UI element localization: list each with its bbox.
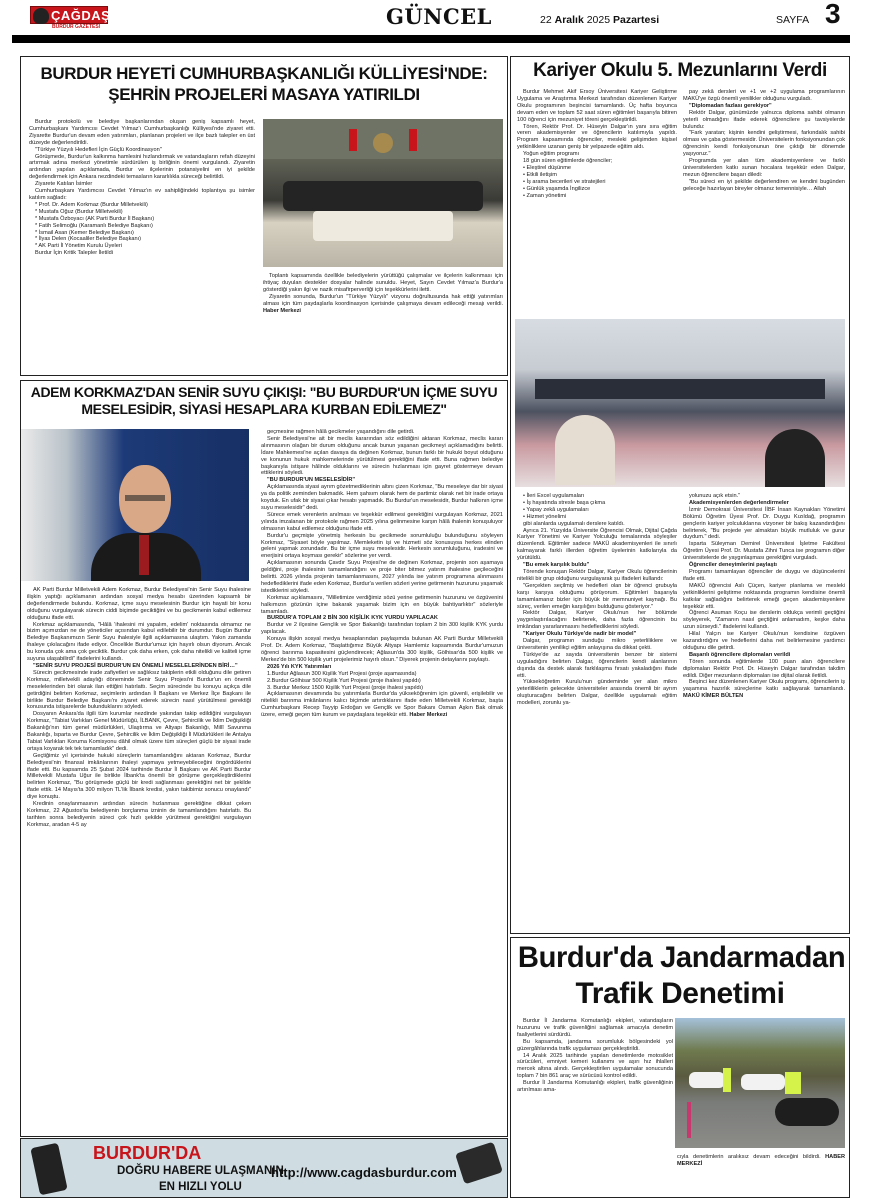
page-label: SAYFA xyxy=(776,14,810,26)
article-paragraph: Toplantı kapsamında özellikle belediyelerin yürüttüğü çalışmalar ve ilçelerin kalkınması için ihtiyaç duyulan destekler dosyalar halinde sunuldu. Heyet, Sayın Cevdet Yılmaz'a Burdur'a gösterdiği yakın ilgi ve nazik misafirperverliği için teşekkürlerini iletti. xyxy=(263,273,503,293)
article-paragraph: • Eleştirel düşünme xyxy=(523,164,571,171)
section-title: GÜNCEL xyxy=(386,4,492,29)
article-paragraph: Öğrenci Asuman Koçu ise derslerin oldukça verimli geçtiğini söyleyerek, "Zamanın nasıl geçtiğini anlamadım, keşke daha uzun sürseydi." ifadelerini kullandı. xyxy=(683,610,845,631)
article-subheading: BURDUR'A TOPLAM 2 BİN 300 KİŞİLİK KYK YURDU YAPILACAK xyxy=(267,615,438,622)
article-paragraph: "Gerçekten seçilmiş ve hedefleri olan bir öğrenci grubuyla karşı karşıya olduğumu görüyorum. Eğitimleri başarıyla tamamlamanız bizler için büyük bir memnuniyet kaynağı. Bu süreç, verilen emeğin karşılığını bulduğunu gösteriyor." xyxy=(517,582,677,610)
article-subheading: "Kariyer Okulu Türkiye'de nadir bir model" xyxy=(523,631,637,638)
article-paragraph: Ziyarete Katılan İsimler xyxy=(35,181,93,188)
article-byline: HABER MERKEZİ xyxy=(677,1154,845,1167)
article-paragraph: yolunuzu açık etsin." xyxy=(689,493,741,499)
ad-headline: BURDUR'DA xyxy=(93,1143,202,1163)
article-paragraph: Bu kapsamda, jandarma sorumluluk bölgesindeki yol güzergâhlarında trafik uygulaması gerçekleştirildi. xyxy=(517,1038,673,1052)
article-jandarma xyxy=(510,937,850,1198)
article-paragraph: "Türkiye Yüzyılı Hedefleri İçin Güçlü Koordinasyon" xyxy=(35,146,162,153)
article-headline xyxy=(25,65,503,104)
article-paragraph: İzmir Demokrasi Üniversitesi İİBF İnsan Kaynakları Yönetimi Bölümü Öğretim Üyesi Prof. Dr. Duygu Kızıldağ, programın gençlerin kariyer yolculuklarına vizyoner bir bakış kazandırdığını belirterek, "Bu projede yer almaktan büyük mutluluk ve gurur duydum." dedi. xyxy=(683,506,845,541)
tablet-icon xyxy=(455,1142,503,1185)
article-paragraph: Dosyanın Ankara'da ilgili tüm kurumlar nezdinde yakından takip edildiğini vurgulayan Korkmaz, "Tabiat Varlıkları Genel Müdürlüğü, İLBANK, Çevre, Şehircilik ve İklim Değişikliği Bakanlığı'nın tüm genel müdürlükleri, Ulaştırma ve Altyapı Bakanlığı, Millî Savunma Bakanlığı, Isparta ve Burdur Çevre, Şehircilik ve İklim Değişikliği İl Müdürlükleri ile Antalya Tabiat Varlıkları Koruma Komisyonu dâhil olmak üzere tüm süreçleri güçlü bir siyasi irade ortaya koyarak tek tek tamamladık" dedi. xyxy=(27,711,251,752)
article-subheading: "Bu emek karşılık buldu" xyxy=(523,562,590,569)
article-paragraph: "Fark yaratan; kişinin kendini geliştirmesi, farkındalık sahibi olması ve çaba göstermesidir. Üniversitelerin fonksiyonundan çok öğrencinin kendi fonksiyonunun öne çıktığı bir dönemde yaşıyoruz." xyxy=(683,130,845,158)
article-paragraph: • Etkili iletişim xyxy=(523,171,557,178)
article-paragraph: Burdur ve 2 ilçesine Gençlik ve Spor Bakanlığı tarafından toplam 2 bin 300 kişilik KYK yurdu yapılacak. xyxy=(261,622,503,636)
article-subheading: 2026 Yılı KYK Yatırımları xyxy=(267,663,332,670)
article-subheading: Akademisyenlerden değerlendirmeler xyxy=(689,499,789,506)
article-headline xyxy=(25,385,503,418)
article-paragraph: Geçtiğimiz yıl içerisinde hukuki süreçlerin tamamlandığını aktaran Korkmaz, Burdur Belediyesi'nin finansal imkânlarının ihaleyi yapmaya yetmeyebileceğini öngördüklerini ifade etti. Bu kapsamda 25 Şubat 2024 tarihinde Burdur İl Başkanı ve AK Parti Burdur Milletvekili Mustafa Uğur ile birlikte İlbank'ta önemli bir görüşme gerçekleştirdiklerini belirten Korkmaz, "Bu görüşmede güçlü bir kredi sağlanması gerektiğini net bir şekilde ifade ettik. 14 Mayıs'ta 300 milyon TL'lik İlbank kredisi, yakın takibimiz sonucu onaylandı" diye konuştu. xyxy=(27,752,251,801)
article-paragraph: * İlyas Delen (Kocaaliler Belediye Başkanı) xyxy=(35,236,142,243)
article-paragraph: Konuya ilişkin sosyal medya hesaplarından paylaşımda bulunan AK Parti Burdur Milletvekili Prof. Dr. Adem Korkmaz, "Başlattığımız Büyük Altyapı Hamlemiz kapsamında Burdur'umuzun öğrenci barınma kapasitesini güçlendirecek; Ağlasun'da 300 kişilik, Gölhisar'da 500 kişilik ve Merkez'de bin 500 kişilik yurt projelerimiz hayırlı olsun." Diyerek projenin detaylarını paylaştı. xyxy=(261,636,503,663)
article-paragraph: AK Parti Burdur Milletvekili Adem Korkmaz, Burdur Belediyesi'nin Senir Suyu ihalesine ilişkin yaptığı açıklamanın ardından sosyal medya hesabı üzerinden kapsamlı bir değerlendirmede bulundu. Korkmaz, içme suyu meselesinin Burdur için hayati bir konu olduğunu vurgulayarak sürecin ciddi biçimde geciktiğini ve bu gecikmenin kabul edilemez olduğunu ifade etti. xyxy=(27,587,251,621)
article-paragraph: * Fatih Selimoğlu (Karamanlı Belediye Başkanı) xyxy=(35,222,153,229)
meeting-photo xyxy=(263,119,503,267)
article-paragraph: Yükseköğretim Kurulu'nun gündeminde yer alan mikro yeterliliklerin gelecekte üniversiteler arasında önemli bir ayrım oluşturacağını belirten Dalgar, özellikle uygulamalı eğitim modelleri, zorunlu ya- xyxy=(517,679,677,707)
article-paragraph: Görüşmede, Burdur'un kalkınma hamlesini hızlandırmak ve vatandaşların refah düzeyini artırmak adına merkezi yönetimle sürdürülen iş birliğinin önemi vurgulandı. Ziyaretin ardından yapılan açıklamada, Burdur ve ilçelerinin potansiyelini en iyi şekilde değerlendirmek için Ankara nezdindeki temasların kararlılıkla süreceği belirtildi. xyxy=(29,153,255,181)
article-byline: Haber Merkezi xyxy=(407,712,448,719)
date-month: Aralık xyxy=(554,14,584,26)
headline-line: Trafik Denetimi xyxy=(575,977,785,1010)
issue-date xyxy=(540,14,659,26)
article-paragraph: Sürece emek verenlerin anılması ve teşekkür edilmesi gerektiğini vurgulayan Korkmaz, 2021 yılında imzalanan bir protokole rağmen 2025 yılına gelinmesine karşın hâlâ ihalenin konuşuluyor olmasının kabul edilemez olduğunu ifade etti. xyxy=(261,511,503,532)
article-paragraph: * İsmail Asan (Kemer Belediye Başkanı) xyxy=(35,229,134,236)
article-paragraph: Korkmaz açıklamasını, "Milletimize verdiğimiz sözü yerine getirmenin huzurunu ve özgüvenini halkımızın gözünün içine bakarak yaşamak bizim için en büyük bahtiyarlıktır" sözleriyle tamamladı. xyxy=(261,594,503,615)
article-paragraph: gibi alanlarda uygulamalı derslere katıldı. xyxy=(523,520,625,527)
article-paragraph: 18 gün süren eğitimlerde öğrenciler; xyxy=(523,158,613,165)
article-subheading: Başarılı öğrencilere diplomaları verildi xyxy=(689,651,791,658)
article-paragraph: 1.Burdur Ağlasun 300 Kişilik Yurt Projesi (proje aşamasında) xyxy=(267,670,417,677)
article-paragraph: MAKÜ öğrencisi Aslı Çüçen, kariyer planlama ve mesleki yetkinliklerini geliştirme noktasında programın kendisine önemli katkılar sağladığını belirterek emeği geçen akademisyenlere teşekkür etti. xyxy=(683,582,845,610)
article-paragraph: Tören, Rektör Prof. Dr. Hüseyin Dalgar'ın yanı sıra eğitim veren akademisyenler ve öğrencilerin katılımıyla yapıldı. Program kapsamında öğrenciler, mesleki gelişimden kişisel yetkinliklere uzanan geniş bir yelpazede eğitim aldı. xyxy=(517,123,677,151)
newspaper-logo xyxy=(30,6,111,32)
article-paragraph: pay zekâ dersleri ve +1 ve +2 uygulama programlarının MAKÜ'ye özgü önemli yenilikler olduğunu vurguladı. xyxy=(683,89,845,102)
article-paragraph: Beşinci kez düzenlenen Kariyer Okulu programı, öğrencilerin iş yaşamına hazırlık süreçlerine katkı sağlayarak tamamlandı. MAKÜ KİMER BÜLTEN xyxy=(683,679,845,700)
article-body-col2-bottom xyxy=(683,493,845,700)
article-cumhurbaskanligi xyxy=(20,56,508,376)
headline-line: Burdur'da Jandarmadan xyxy=(517,941,846,974)
article-paragraph: Açıklamasının devamında bu yatırımlarla Burdur'da yükseköğrenim için güvenli, erişilebilir ve nitelikli barınma imkânlarını kalıcı biçimde artırdıklarını ifade eden Milletvekili Korkmaz, başta Cumhurbaşkanı Recep Tayyip Erdoğan ve Gençlik ve Spor Bakanı Osman Aşkın Bak olmak üzere, emeği geçen tüm kurum ve paydaşlara teşekkür etti. Haber Merkezi xyxy=(261,691,503,719)
article-paragraph: Senir Belediyesi'ne ait bir meclis kararından söz edildiğini aktaran Korkmaz, meclis kararı alınmasının olağan bir durum olduğunu ancak bunun yaşanan gecikmeyi açıklamadığını belirtti. İdare Mahkemesi'ne açılan davaya da değinen Korkmaz, bunun farklı bir hukuki boyut olduğunu ve konunun hukuk mahkemelerinde yürütülmesi gerektiğini ifade etti. Buna rağmen belediye başkanıyla istişare hâlinde olduklarını ve sürecin hızlanması için gayret göstermeye devam ettiklerini söyledi. xyxy=(261,435,503,477)
masthead-divider xyxy=(12,35,850,43)
article-paragraph: Açıklamasının sonunda Çavdır Suyu Projesi'ne de değinen Korkmaz, projenin son aşamaya geldiğini, proje ihalesinin tamamlandığını ve proje biter bitmez yatırım ihalesine geçileceğini belirtti. 2026 yılında projenin tamamlanmasını, 2027 yılında ise yatırım programına alınmasını hedeflediklerini ifade eden Korkmaz, Burdur'a verilen sözleri yerine getirmenin huzurunu yaşamak istediklerini söyledi. xyxy=(261,560,503,594)
article-paragraph: Tören sonunda eğitimlerde 100 puan alan öğrencilere diplomaları Rektör Prof. Dr. Hüseyin Dalgar tarafından takdim edildi. Diğer mezunların diplomaları ise dijital olarak iletildi. xyxy=(683,658,845,679)
article-paragraph: Yoğun eğitim programı xyxy=(523,151,580,158)
article-paragraph: Türkiye'de az sayıda üniversitenin benzer bir sistemi uyguladığını belirten Dalgar, öğrencilerin kendi alanlarının dışında da destek alarak farklılaşma fırsatı yakaladığını ifade etti. xyxy=(517,651,677,679)
article-paragraph: Korkmaz açıklamasında, "Hâlâ 'ihalesini mi yapalım, edelim' noktasında olmamız ne bizim açımızdan ne de yöneticiler açısından kabul edilebilir bir durumdur. Bugün Burdur Belediye Başkanımızın Senir Suyu ihalesiyle ilgili açıklamasına ulaştım. Yakın zamanda ihaleye çıkılacağını ifade ediyor. Öncelikle Burdur'umuz için hayırlı olsun diyorum. Ancak bu konuda çok ama çok geciktik. Burdur çok daha erken, çok daha nitelikli ve kaliteli içme suyuna ulaşabilirdi" ifadelerini kullandı. xyxy=(27,621,251,663)
article-body-right xyxy=(261,429,503,719)
traffic-checkpoint-photo xyxy=(675,1018,845,1148)
article-body-col1-bottom xyxy=(517,493,677,707)
article-paragraph: Burdur İl Jandarma Komutanlığı ekipleri, vatandaşların huzurunu ve trafik güvenliğini sağlamak amacıyla denetim faaliyetlerini sürdürdü. xyxy=(517,1018,673,1038)
article-tail-text: cıyla denetimlerin aralıksız devam edeceğini bildirdi. xyxy=(677,1154,821,1160)
article-paragraph: • Yapay zekâ uygulamaları xyxy=(523,506,589,513)
article-paragraph: Törende konuşan Rektör Dalgar, Kariyer Okulu öğrencilerinin nitelikli bir grup olduğunu vurgulayarak şu ifadeleri kullandı: xyxy=(517,568,677,582)
date-weekday: Pazartesi xyxy=(613,14,660,26)
article-paragraph: Hilal Yalçın ise Kariyer Okulu'nun kendisine özgüven kazandırdığını ve hedeflerini daha net belirlemesine yardımcı olduğunu dile getirdi. xyxy=(683,631,845,651)
article-paragraph: Ayrıca 21. Yüzyılda Üniversite Öğrencisi Olmak, Dijital Çağda Kariyer Yönetimi ve Kariyer Yolculuğu temalarında söyleşiler düzenlendi. Eğitimler sadece MAKÜ akademisyenleri ile sınırlı kalmayarak farklı illerden öğretim üyelerinin katkılarıyla da yürütüldü. xyxy=(517,527,677,562)
article-senir-suyu xyxy=(20,380,508,1137)
article-paragraph: * Prof. Dr. Adem Korkmaz (Burdur Milletvekili) xyxy=(35,201,148,208)
article-paragraph: 2.Burdur Gölhisar 500 Kişilik Yurt Projesi (proje ihalesi yapıldı) xyxy=(267,677,421,684)
article-paragraph: Rektör Dalgar, günümüzde yalnızca diploma sahibi olmanın yeterli olmadığını ifade ederek öğrencilere şu tavsiyelerde bulundu: xyxy=(683,109,845,130)
article-paragraph: Açıklamasında siyasi ayrım gözetmediklerinin altını çizen Korkmaz, "Bu meseleye dar bir siyasi ya da politik zeminden bakmadık. Hem şahsım olarak hem de partimiz olarak net bir irade ortaya koyduk. En ufak bir siyasi çıkar hesabı yapmadık. Bu Burdur'un meselesidir, Burdur halkının içme suyu meselesidir" dedi. xyxy=(261,484,503,511)
article-paragraph: Cumhurbaşkanı Yardımcısı Cevdet Yılmaz'ın ev sahipliğindeki toplantıya şu isimler katılım sağladı: xyxy=(29,188,255,201)
article-body-left xyxy=(27,587,251,829)
article-paragraph: * Mustafa Oğuz (Burdur Milletvekili) xyxy=(35,208,123,215)
article-paragraph: • İş arama becerileri ve stratejileri xyxy=(523,178,606,185)
article-paragraph: geçmesine rağmen hâlâ gecikmeler yaşandığını dile getirdi. xyxy=(267,429,415,435)
article-subheading: "SENİR SUYU PROJESİ BURDUR'UN EN ÖNEMLİ MESELELERİNDEN BİRİ…" xyxy=(33,662,238,669)
article-paragraph: Dalgar, programın sunduğu mikro yeterliliklere ve üniversitenin yenilikçi eğitim anlayışına da dikkat çekti. xyxy=(517,638,677,651)
headline-line: ADEM KORKMAZ'DAN SENİR SUYU ÇIKIŞI: "BU BURDUR'UN İÇME SUYU xyxy=(30,384,498,400)
logo-portrait-icon xyxy=(33,8,49,24)
article-subheading: Öğrenciler deneyimlerini paylaştı xyxy=(689,562,777,569)
article-paragraph: Burdur İl Jandarma Komutanlığı ekipleri, trafik güvenliğinin artırılması ama- xyxy=(517,1080,673,1094)
article-byline: Haber Merkezi xyxy=(263,307,301,314)
graduation-photo xyxy=(515,319,845,487)
article-paragraph: • Hizmet yönelimi xyxy=(523,513,566,520)
article-headline xyxy=(513,940,847,1012)
ad-tagline: DOĞRU HABERE ULAŞMANIN xyxy=(117,1165,284,1177)
article-byline: MAKÜ KİMER BÜLTEN xyxy=(683,693,744,700)
article-paragraph: • İleri Excel uygulamaları xyxy=(523,493,585,499)
logo-badge xyxy=(30,6,111,24)
article-tail xyxy=(677,1154,845,1168)
article-paragraph: Programı tamamlayan öğrenciler de duygu ve düşüncelerini ifade etti. xyxy=(683,568,845,582)
article-paragraph: * AK Parti İl Yönetim Kurulu Üyeleri xyxy=(35,243,122,250)
article-paragraph: Burdur'u geçmişte yönetmiş herkesin bu gecikmede sorumluluğu bulunduğunu söyleyen Korkmaz, "Siyaset böyle yapılmaz. Memleketin işi ve hizmeti söz konusuysa herkes elinden geleni yapmak zorundadır. Bu bir içme suyu meselesidir. Herkesin sorumluluğunu, iradesini ve enerjisini ortaya koyması gerekir" sözlerine yer verdi. xyxy=(261,532,503,560)
logo-subtitle: BURDUR GAZETESİ xyxy=(52,24,101,30)
article-body xyxy=(517,1018,673,1094)
article-paragraph: Burdur protokolü ve belediye başkanlarından oluşan geniş kapsamlı heyet, Cumhurbaşkanı Yardımcısı Cevdet Yılmaz'ı Cumhurbaşkanlığı Külliyesi'nde ziyaret etti. Ziyarette Burdur'un devam eden yatırımları, planlanan projeleri ve ilçe bazlı talepler en üst düzeyde değerlendirildi. xyxy=(29,119,255,146)
headline-line: ŞEHRİN PROJELERİ MASAYA YATIRILDI xyxy=(108,84,420,104)
article-subheading: "Diplomadan fazlası gerekiyor" xyxy=(689,102,772,109)
korkmaz-portrait-photo xyxy=(21,429,249,581)
phone-icon xyxy=(30,1143,67,1196)
article-body-col2-top xyxy=(683,89,845,193)
ad-url-link[interactable]: http://www.cagdasburdur.com xyxy=(271,1165,457,1180)
website-advertisement[interactable] xyxy=(20,1138,508,1198)
article-paragraph: 14 Aralık 2025 tarihinde yapılan denetimlerde motosiklet sürücüleri, emniyet kemeri kullanımı ve aşırı hız ihlalleri mercek altına alındı. Gerçekleştirilen uygulamalar sonucunda toplam 7 bin 861 araç ve sürücüsü kontrol edildi. xyxy=(517,1052,673,1080)
article-paragraph: Programda yer alan tüm akademisyenlere ve farklı üniversitelerden katkı sunan hocalara teşekkür eden Dalgar, mezun öğrencilere başarı diledi: xyxy=(683,158,845,178)
ad-tagline-2: EN HIZLI YOLU xyxy=(159,1181,242,1193)
article-kariyer-okulu xyxy=(510,56,850,934)
article-paragraph: Burdur Mehmet Akif Ersoy Üniversitesi Kariyer Geliştirme Uygulama ve Araştırma Merkezi tarafından düzenlenen Kariyer Okulu programının beşincisi tamamlandı. Üç hafta boyunca devam eden ve toplam 52 saat süren eğitimleri başarıyla bitiren 100 öğrenci için mezuniyet töreni gerçekleştirildi. xyxy=(517,89,677,123)
logo-title: ÇAĞDAŞ xyxy=(51,8,111,23)
article-paragraph: Sürecin gecikmesinde irade zafiyetleri ve sağlıksız takiplerin etkili olduğunu dile getiren Korkmaz, milletvekili adaylığı döneminde Senir Suyu Projesi'ni Burdur'un en önemli meselelerinden biri olarak ilan ettiğini hatırlattı. Seçim sürecinde bu konuyu açıkça dile getirdiğini belirten Korkmaz, seçimlerin ardından İl Başkanı ve Merkez İlçe Başkanı ile birlikte Burdur Belediye Başkanı'nı ziyaret ederek sürecin nasıl yürütülmesi gerektiği konusunda istişarelerde bulunduklarını söyledi. xyxy=(27,669,251,711)
article-paragraph: • İş hayatında stresle başa çıkma xyxy=(523,499,606,506)
article-paragraph: • Günlük yaşamda İngilizce xyxy=(523,185,591,192)
article-paragraph: Rektör Dalgar, Kariyer Okulu'nun her bölümde yaygınlaştırılacağını belirterek, daha fazla öğrencinin bu imkândan yararlanmasını hedeflediklerini söyledi. xyxy=(517,610,677,631)
article-paragraph: * Mustafa Özboyacı (AK Parti Burdur İl Başkanı) xyxy=(35,215,155,222)
article-body-right xyxy=(263,273,503,314)
headline-line: MESELESİDİR, SİYASİ HESAPLARA KURBAN EDİLEMEZ" xyxy=(81,401,447,418)
article-paragraph: Isparta Süleyman Demirel Üniversitesi İşletme Fakültesi Öğretim Üyesi Prof. Dr. Mustafa Zihni Tunca ise programın diğer üniversitelerde de yaygınlaşması gerektiğini vurguladı. xyxy=(683,541,845,562)
article-headline: Kariyer Okulu 5. Mezunlarını Verdi xyxy=(533,60,827,81)
article-paragraph: "Bu süreci en iyi şekilde değerlendiren ve kendini bugünden geleceğe hazırlayan bireyler olmanız temennisiyle… Allah xyxy=(683,178,845,192)
date-year: 2025 xyxy=(586,14,611,26)
article-body-left xyxy=(29,119,255,257)
article-paragraph: 3. Burdur Merkez 1500 Kişilik Yurt Projesi (proje ihalesi yapıldı) xyxy=(267,684,423,691)
article-body-col1-top xyxy=(517,89,677,200)
article-paragraph: • Zaman yönetimi xyxy=(523,192,567,199)
article-paragraph: Ziyaretin sonunda, Burdur'un "Türkiye Yüzyılı" vizyonu doğrultusunda hak ettiği yatırımları alması için tüm paydaşlarla koordinasyon içerisinde çalışmaya devam edileceği mesajı verildi. Haber Merkezi xyxy=(263,293,503,314)
page-number: 3 xyxy=(825,0,841,29)
article-subheading: "BU BURDUR'UN MESELESİDİR" xyxy=(267,477,356,484)
article-paragraph: Burdur İçin Kritik Talepler İletildi xyxy=(35,250,113,257)
article-paragraph: Kredinin onaylanmasının ardından sürecin hızlanması gerektiğine dikkat çeken Korkmaz, 22 Ağustos'ta belediyenin borçlanma izninin de tamamlandığını hatırlattı. Bu tarihten sonra belediyenin süreci çok hızlı şekilde yürütmesi gerektiğini vurgulayan Korkmaz, aradan 4-5 ay xyxy=(27,801,251,828)
date-day: 22 xyxy=(540,14,552,26)
headline-line: BURDUR HEYETİ CUMHURBAŞKANLIĞI KÜLLİYESİ'NDE: xyxy=(40,64,488,83)
